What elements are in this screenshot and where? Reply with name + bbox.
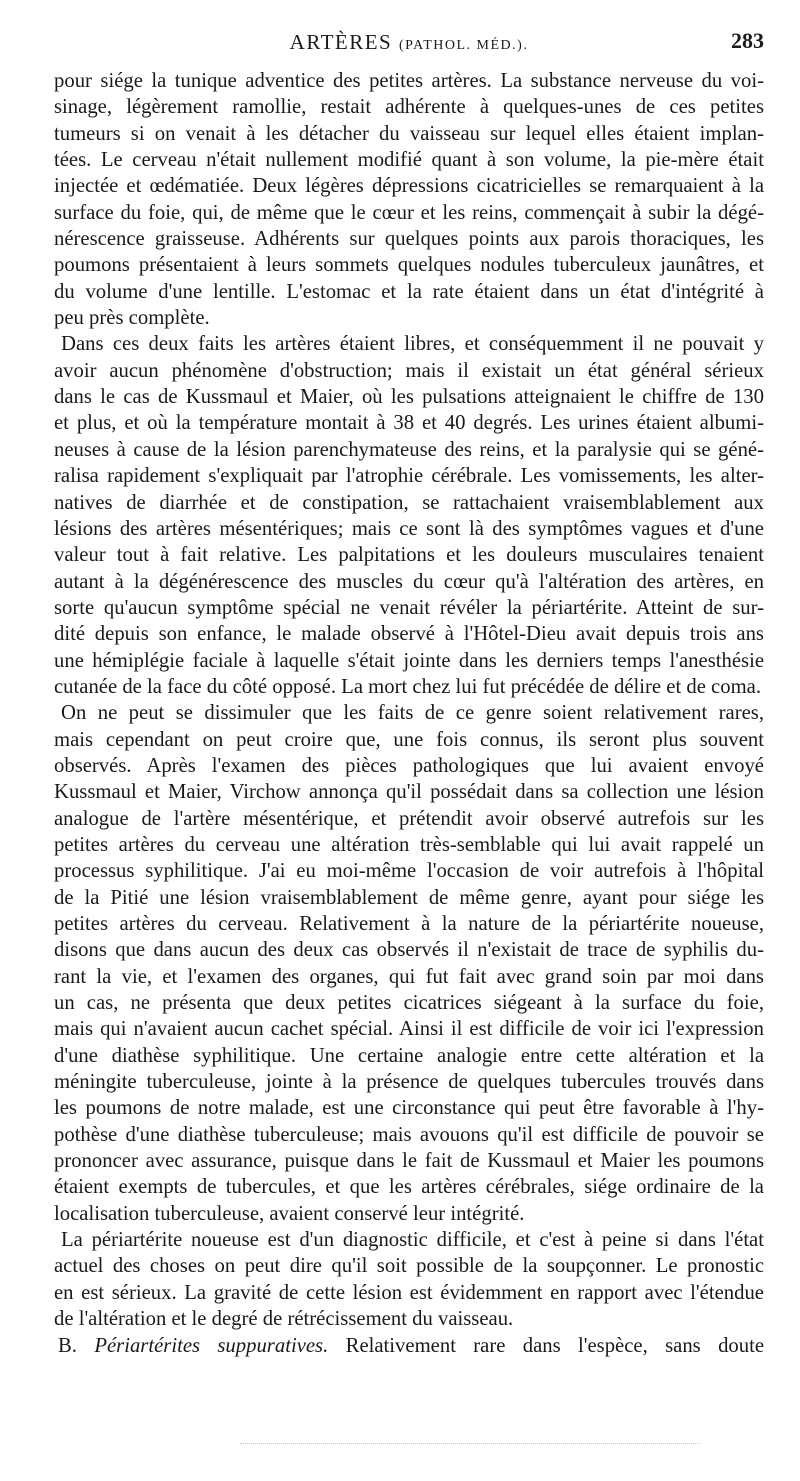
- text-line: injectée et œdématiée. Deux légères dépressions cicatricielles se remarquaient à la: [54, 175, 764, 198]
- text-line: un cas, ne présenta que deux petites cicatrices siégeant à la surface du foie,: [54, 992, 764, 1015]
- section-line: [54, 1333, 764, 1359]
- text-line: localisation tuberculeuse, avaient conservé leur intégrité.: [54, 1202, 525, 1225]
- text-line: tumeurs si on venait à les détacher du vaisseau sur lequel elles étaient implan-: [54, 122, 764, 145]
- text-line: observés. Après l'examen des pièces pathologiques que lui avaient envoyé: [54, 754, 764, 777]
- text-line: sorte qu'aucun symptôme spécial ne venait révéler la périartérite. Atteint de sur-: [54, 596, 764, 619]
- page-header: [54, 26, 764, 68]
- text-line: dans le cas de Kussmaul et Maier, où les pulsations atteignaient le chiffre de 130: [54, 386, 764, 409]
- text-line: Kussmaul et Maier, Virchow annonça qu'il possédait dans sa collection une lésion: [54, 781, 764, 804]
- section-label: B.: [58, 1334, 77, 1357]
- page-number: 283: [731, 28, 764, 53]
- text-line: disons que dans aucun des deux cas observés il n'existait de trace de syphilis du-: [54, 939, 764, 962]
- running-title-sub: (PATHOL. MÉD.).: [399, 38, 529, 53]
- text-line: nérescence graisseuse. Adhérents sur quelques points aux parois thoraciques, les: [54, 228, 764, 251]
- text-line: de l'altération et le degré de rétrécissement du vaisseau.: [54, 1308, 514, 1331]
- text-line: mais cependant on peut croire que, une fois connus, ils seront plus souvent: [54, 728, 764, 751]
- running-title-main: ARTÈRES: [289, 30, 393, 54]
- text-line: petites artères du cerveau. Relativement à la nature de la périartérite noueuse,: [54, 913, 764, 935]
- text-line: natives de diarrhée et de constipation, se rattachaient vraisemblablement aux: [54, 491, 764, 514]
- text-line: du volume d'une lentille. L'estomac et la rate étaient dans un état d'intégrité à: [54, 280, 764, 303]
- text-line: pour siége la tunique adventice des petites artères. La substance nerveuse du voi-: [54, 70, 764, 92]
- text-line: actuel des choses on peut dire qu'il soit possible de la soupçonner. Le pronostic: [54, 1255, 764, 1278]
- text-line: de la Pitié une lésion vraisemblablement de même genre, ayant pour siége les: [54, 886, 764, 909]
- text-line: processus syphilitique. J'ai eu moi-même l'occasion de voir autrefois à l'hôpital: [54, 860, 764, 883]
- text-line: les poumons de notre malade, est une circonstance qui peut être favorable à l'hy-: [54, 1097, 764, 1120]
- text-line: Dans ces deux faits les artères étaient libres, et conséquemment il ne pouvait y: [61, 333, 764, 356]
- text-line: sinage, légèrement ramollie, restait adhérente à quelques-unes de ces petites: [54, 96, 764, 119]
- body-text: [54, 68, 764, 1333]
- text-line: rant la vie, et l'examen des organes, qui fut fait avec grand soin par moi dans: [54, 965, 764, 988]
- section-text: Relativement rare dans l'espèce, sans doute: [345, 1334, 765, 1357]
- bleed-through-trace: [240, 1443, 700, 1446]
- text-line: tées. Le cerveau n'était nullement modifié quant à son volume, la pie-mère était: [54, 149, 764, 172]
- text-line: et plus, et où la température montait à 38 et 40 degrés. Les urines étaient albumi-: [54, 412, 764, 435]
- text-line: petites artères du cerveau une altération très-semblable qui lui avait rappelé un: [54, 833, 764, 856]
- text-line: analogue de l'artère mésentérique, et prétendit avoir observé autrefois sur les: [54, 807, 764, 830]
- section-heading-line: [54, 1333, 764, 1359]
- text-line: en est sérieux. La gravité de cette lésion est évidemment en rapport avec l'étendue: [54, 1281, 764, 1304]
- running-title: [54, 30, 764, 55]
- text-line: mais qui n'avaient aucun cachet spécial. Ainsi il est difficile de voir ici l'expression: [54, 1018, 764, 1041]
- text-line: avoir aucun phénomène d'obstruction; mais il existait un état général sérieux: [54, 359, 764, 382]
- text-line: dité depuis son enfance, le malade observé à l'Hôtel-Dieu avait depuis trois ans: [54, 623, 764, 646]
- text-line: d'une diathèse syphilitique. Une certaine analogie entre cette altération et la: [54, 1044, 764, 1067]
- text-line: On ne peut se dissimuler que les faits de ce genre soient relativement rares,: [61, 702, 764, 725]
- text-line: une hémiplégie faciale à laquelle s'était jointe dans les derniers temps l'anesthésie: [54, 649, 764, 672]
- text-line: valeur tout à fait relative. Les palpitations et les douleurs musculaires tenaient: [54, 544, 764, 567]
- text-line: autant à la dégénérescence des muscles du cœur qu'à l'altération des artères, en: [54, 570, 764, 593]
- text-line: ralisa rapidement s'expliquait par l'atrophie cérébrale. Les vomissements, les alter-: [54, 465, 764, 488]
- text-line: La périartérite noueuse est d'un diagnostic difficile, et c'est à peine si dans l'état: [61, 1229, 764, 1252]
- text-line: méningite tuberculeuse, jointe à la présence de quelques tubercules trouvés dans: [54, 1071, 764, 1094]
- text-line: pothèse d'une diathèse tuberculeuse; mais avouons qu'il est difficile de pouvoir se: [54, 1123, 764, 1146]
- text-line: lésions des artères mésentériques; mais ce sont là des symptômes vagues et d'une: [54, 517, 764, 540]
- text-line: étaient exempts de tubercules, et que les artères cérébrales, siége ordinaire de la: [54, 1176, 764, 1199]
- text-line: prononcer avec assurance, puisque dans le fait de Kussmaul et Maier les poumons: [54, 1150, 764, 1173]
- text-line: surface du foie, qui, de même que le cœur et les reins, commençait à subir la dégé-: [54, 201, 764, 224]
- text-line: neuses à cause de la lésion parenchymateuse des reins, et la paralysie qui se géné-: [54, 438, 764, 461]
- text-line: poumons présentaient à leurs sommets quelques nodules tuberculeux jaunâtres, et: [54, 254, 764, 277]
- section-title: Périartérites suppuratives.: [94, 1334, 329, 1357]
- text-line: peu près complète.: [54, 307, 210, 330]
- text-line: cutanée de la face du côté opposé. La mort chez lui fut précédée de délire et de coma.: [54, 675, 762, 698]
